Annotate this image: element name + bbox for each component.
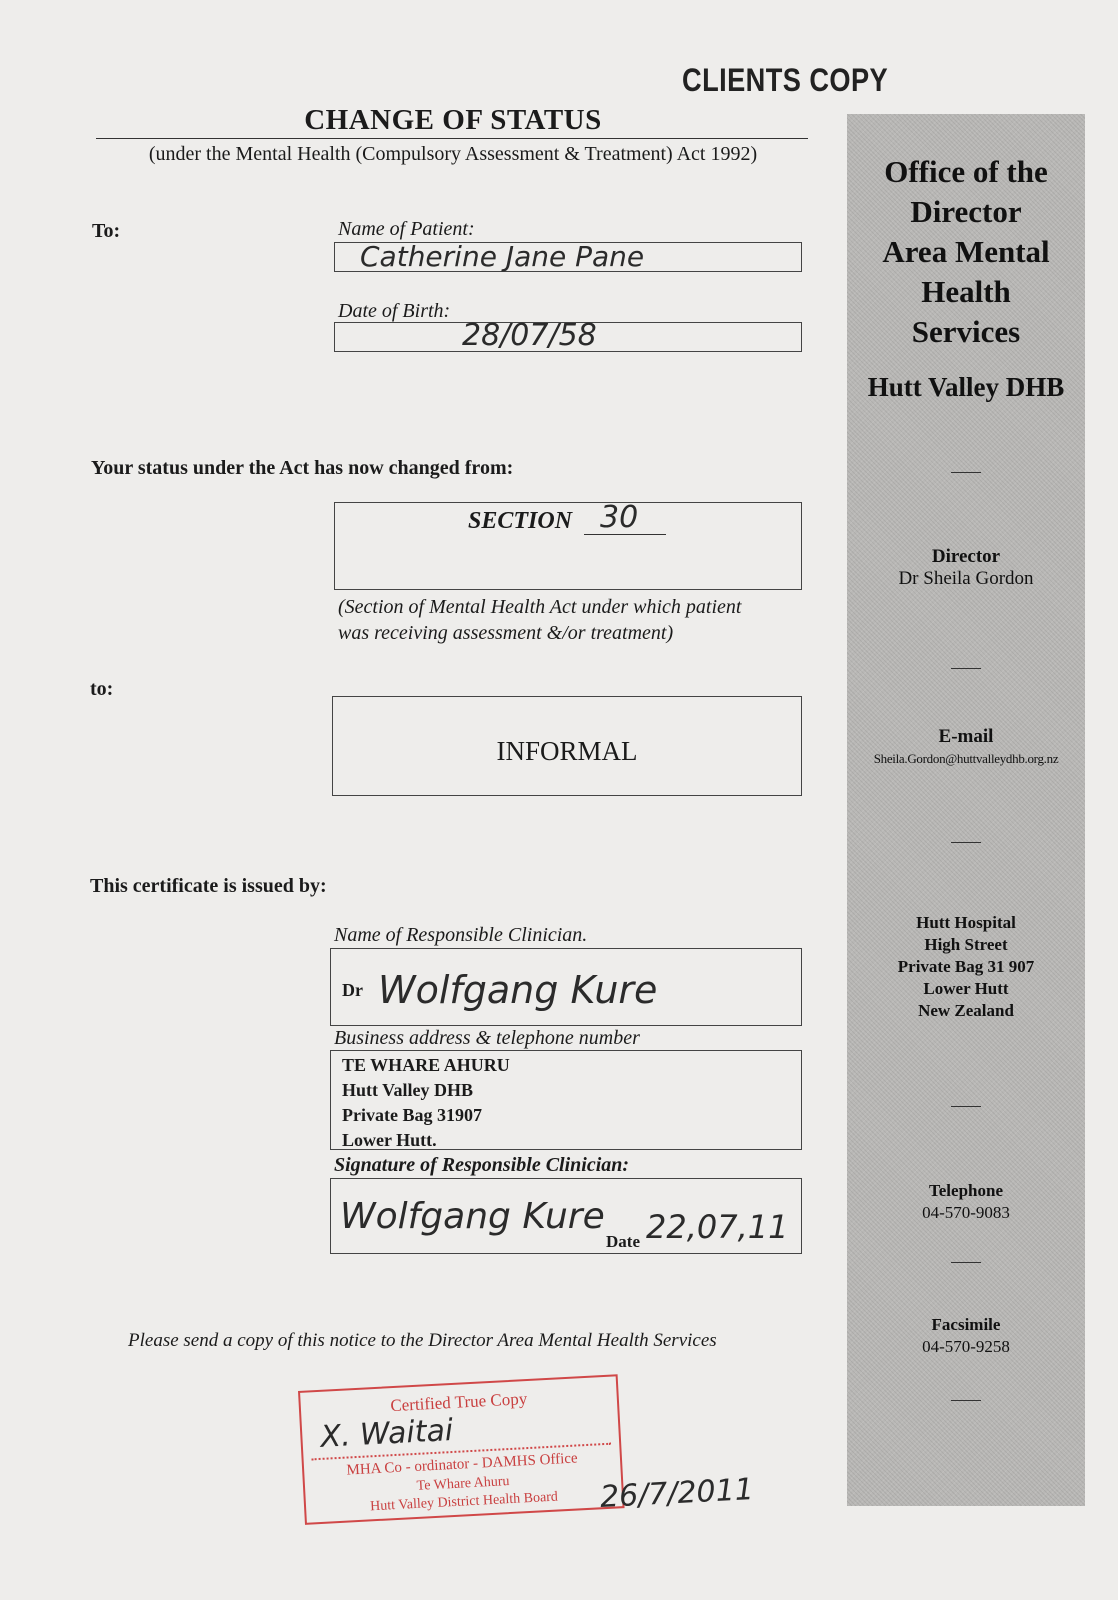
stamp-title: Certified True Copy	[389, 1389, 528, 1416]
sidebar-separator	[951, 842, 981, 843]
sidebar-separator	[951, 1262, 981, 1263]
sidebar-director	[847, 546, 1085, 590]
sidebar-separator	[951, 1400, 981, 1401]
to-label: To:	[92, 220, 121, 242]
sidebar-address-line-1: Hutt Hospital	[916, 913, 1016, 932]
office-line-5: Services	[911, 314, 1021, 349]
address-line-1: TE WHARE AHURU	[342, 1055, 510, 1075]
sidebar-separator	[951, 1106, 981, 1107]
dob-label: Date of Birth:	[338, 300, 451, 322]
document-subtitle: (under the Mental Health (Compulsory Assessment & Treatment) Act 1992)	[148, 143, 758, 165]
sidebar-office-title	[847, 152, 1085, 352]
signature-value: Wolfgang Kure	[340, 1196, 605, 1237]
telephone-value: 04-570-9083	[922, 1203, 1010, 1222]
issued-by-label: This certificate is issued by:	[90, 875, 327, 897]
email-value: Sheila.Gordon@huttvalleydhb.org.nz	[873, 751, 1059, 766]
clinician-name-value: Wolfgang Kure	[378, 968, 658, 1012]
clinician-name-label: Name of Responsible Clinician.	[334, 924, 588, 946]
office-line-1: Office of the	[884, 154, 1048, 189]
director-name: Dr Sheila Gordon	[898, 568, 1034, 589]
sidebar-separator	[951, 668, 981, 669]
office-sidebar	[847, 114, 1085, 1506]
sidebar-dhb: Hutt Valley DHB	[867, 372, 1065, 402]
clinician-prefix: Dr	[342, 980, 363, 1000]
section-label: SECTION	[468, 508, 573, 534]
sidebar-telephone	[847, 1180, 1085, 1224]
sidebar-address-line-2: High Street	[924, 935, 1008, 954]
date-label: Date	[606, 1232, 640, 1251]
address-line-2: Hutt Valley DHB	[342, 1080, 474, 1100]
sidebar-facsimile	[847, 1314, 1085, 1358]
patient-name-value: Catherine Jane Pane	[360, 240, 645, 273]
signature-label: Signature of Responsible Clinician:	[334, 1154, 630, 1176]
certified-copy-stamp	[298, 1374, 625, 1525]
new-status-value: INFORMAL	[496, 736, 638, 766]
section-note-line2: was receiving assessment &/or treatment)	[338, 622, 674, 644]
document-title: CHANGE OF STATUS	[304, 104, 602, 136]
address-line-3: Private Bag 31907	[342, 1105, 482, 1125]
section-value: 30	[600, 500, 639, 535]
section-note-line1: (Section of Mental Health Act under which patient	[338, 596, 742, 618]
facsimile-value: 04-570-9258	[922, 1337, 1010, 1356]
to-status-label: to:	[90, 678, 114, 700]
director-label: Director	[931, 546, 1001, 567]
title-divider	[96, 138, 808, 139]
office-line-4: Health	[921, 274, 1011, 309]
stamp-line-2: Te Whare Ahuru	[416, 1474, 510, 1494]
stamp-signer: X. Waitai	[319, 1412, 455, 1455]
patient-name-label: Name of Patient:	[338, 218, 475, 240]
sidebar-email	[847, 726, 1085, 770]
date-value: 22,07,11	[646, 1208, 789, 1246]
sidebar-address-line-5: New Zealand	[918, 1001, 1014, 1020]
telephone-label: Telephone	[928, 1181, 1003, 1200]
stamp-line-3: Hutt Valley District Health Board	[369, 1489, 559, 1515]
address-line-4: Lower Hutt.	[342, 1130, 437, 1150]
status-from-label: Your status under the Act has now changed from:	[91, 457, 514, 479]
stamp-date: 26/7/2011	[599, 1471, 755, 1516]
dob-value: 28/07/58	[462, 318, 597, 353]
facsimile-label: Facsimile	[931, 1315, 1001, 1334]
email-label: E-mail	[938, 726, 994, 747]
sidebar-separator	[951, 472, 981, 473]
office-line-2: Director	[910, 194, 1022, 229]
sidebar-address	[847, 912, 1085, 1022]
office-line-3: Area Mental	[882, 234, 1050, 269]
stamp-line-1: MHA Co - ordinator - DAMHS Office	[346, 1450, 579, 1479]
address-label: Business address & telephone number	[334, 1027, 640, 1049]
sidebar-address-line-3: Private Bag 31 907	[897, 957, 1035, 976]
footer-note: Please send a copy of this notice to the Director Area Mental Health Services	[128, 1330, 717, 1351]
clients-copy-label: CLIENTS COPY	[682, 62, 889, 98]
sidebar-address-line-4: Lower Hutt	[923, 979, 1009, 998]
